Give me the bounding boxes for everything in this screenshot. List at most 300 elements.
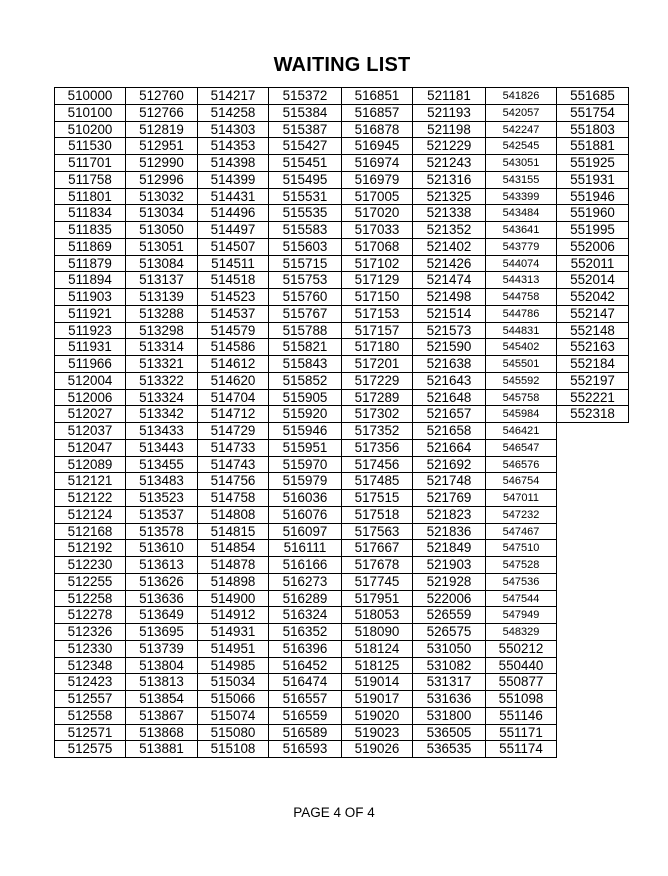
table-cell: 521638 [412,355,486,373]
table-cell: 521181 [412,87,486,105]
table-cell: 543484 [485,204,557,222]
table-cell: 515760 [268,288,342,306]
table-cell: 546576 [485,456,557,474]
table-cell: 515034 [197,673,269,691]
table-cell: 513324 [125,389,198,407]
table-cell: 547467 [485,523,557,541]
table-cell: 516945 [341,137,413,155]
table-cell: 551685 [556,87,629,105]
table-cell: 514353 [197,137,269,155]
table-column [341,87,413,758]
table-cell: 512122 [54,489,126,507]
table-cell: 513483 [125,472,198,490]
table-column [268,87,342,758]
table-cell: 516559 [268,707,342,725]
table-cell: 550877 [485,673,557,691]
table-cell: 513342 [125,405,198,423]
table-cell: 514431 [197,188,269,206]
table-cell: 552147 [556,305,629,323]
table-cell: 516878 [341,121,413,139]
table-cell: 514507 [197,238,269,256]
table-cell: 516352 [268,623,342,641]
table-cell: 521643 [412,372,486,390]
table-cell: 546547 [485,439,557,457]
table-cell: 517518 [341,506,413,524]
table-column [125,87,198,758]
table-cell: 551171 [485,724,557,742]
table-cell: 512760 [125,87,198,105]
table-cell: 517515 [341,489,413,507]
table-cell: 517153 [341,305,413,323]
table-cell: 547232 [485,506,557,524]
table-cell: 514217 [197,87,269,105]
table-cell: 516589 [268,724,342,742]
table-cell: 513626 [125,573,198,591]
table-cell: 512047 [54,439,126,457]
table-cell: 511921 [54,305,126,323]
table-cell: 517485 [341,472,413,490]
table-cell: 516593 [268,740,342,758]
table-cell: 521590 [412,338,486,356]
table-cell: 511931 [54,338,126,356]
table-cell: 512423 [54,673,126,691]
table-cell: 515583 [268,221,342,239]
table-cell: 515715 [268,255,342,273]
table-cell: 514912 [197,606,269,624]
table-cell: 526575 [412,623,486,641]
table-cell: 517180 [341,338,413,356]
table-cell: 521928 [412,573,486,591]
table-cell: 551803 [556,121,629,139]
table-cell: 548329 [485,623,557,641]
table-cell: 516111 [268,539,342,557]
table-cell: 512006 [54,389,126,407]
table-cell: 514523 [197,288,269,306]
table-cell: 516036 [268,489,342,507]
table-cell: 542057 [485,104,557,122]
table-cell: 517005 [341,188,413,206]
table-cell: 516166 [268,556,342,574]
table-cell: 550212 [485,640,557,658]
table-cell: 512192 [54,539,126,557]
table-cell: 547528 [485,556,557,574]
table-cell: 517356 [341,439,413,457]
table-cell: 512330 [54,640,126,658]
table-cell: 531317 [412,673,486,691]
table-cell: 514985 [197,657,269,675]
table-cell: 531050 [412,640,486,658]
table-cell: 521498 [412,288,486,306]
table-cell: 513455 [125,456,198,474]
table-cell: 545501 [485,355,557,373]
table-cell: 521243 [412,154,486,172]
table-cell: 543399 [485,188,557,206]
table-cell: 515427 [268,137,342,155]
table-cell: 516289 [268,590,342,608]
table-cell: 513813 [125,673,198,691]
table-cell: 517157 [341,322,413,340]
table-cell: 512168 [54,523,126,541]
table-cell: 512819 [125,121,198,139]
table-cell: 512348 [54,657,126,675]
table-cell: 512326 [54,623,126,641]
table-cell: 512255 [54,573,126,591]
page-number: PAGE 4 OF 4 [293,805,375,820]
table-cell: 513288 [125,305,198,323]
table-cell: 552148 [556,322,629,340]
table-cell: 536505 [412,724,486,742]
table-cell: 543779 [485,238,557,256]
table-cell: 512951 [125,137,198,155]
table-cell: 544074 [485,255,557,273]
table-cell: 551174 [485,740,557,758]
table-cell: 511966 [54,355,126,373]
table-cell: 514951 [197,640,269,658]
table-cell: 517289 [341,389,413,407]
table-cell: 512121 [54,472,126,490]
table-cell: 519017 [341,690,413,708]
table-cell: 545402 [485,338,557,356]
table-cell: 514511 [197,255,269,273]
table-cell: 522006 [412,590,486,608]
table-cell: 516324 [268,606,342,624]
table-cell: 514898 [197,573,269,591]
table-cell: 514712 [197,405,269,423]
table-cell: 513523 [125,489,198,507]
table-cell: 513610 [125,539,198,557]
table-cell: 521426 [412,255,486,273]
table-cell: 512258 [54,590,126,608]
table-cell: 514704 [197,389,269,407]
table-cell: 513695 [125,623,198,641]
table-cell: 515372 [268,87,342,105]
table-cell: 543155 [485,171,557,189]
table-cell: 514900 [197,590,269,608]
table-cell: 521402 [412,238,486,256]
table-cell: 547544 [485,590,557,608]
table-cell: 511894 [54,271,126,289]
table-cell: 515920 [268,405,342,423]
table-cell: 551960 [556,204,629,222]
table-cell: 552197 [556,372,629,390]
table-cell: 552014 [556,271,629,289]
table-cell: 550440 [485,657,557,675]
table-cell: 516396 [268,640,342,658]
table-cell: 517667 [341,539,413,557]
table-cell: 514729 [197,422,269,440]
table-cell: 512766 [125,104,198,122]
table-cell: 512027 [54,405,126,423]
table-cell: 545592 [485,372,557,390]
table-cell: 514854 [197,539,269,557]
table-cell: 516474 [268,673,342,691]
table-cell: 542545 [485,137,557,155]
table-cell: 513804 [125,657,198,675]
table-cell: 545984 [485,405,557,423]
table-cell: 515108 [197,740,269,758]
table-cell: 511903 [54,288,126,306]
table-cell: 512558 [54,707,126,725]
table-cell: 514399 [197,171,269,189]
table-cell: 515535 [268,204,342,222]
page-title: WAITING LIST [273,54,411,76]
table-cell: 511801 [54,188,126,206]
table-cell: 521573 [412,322,486,340]
table-cell: 521648 [412,389,486,407]
table-cell: 547536 [485,573,557,591]
table-cell: 542247 [485,121,557,139]
table-cell: 516979 [341,171,413,189]
table-cell: 517102 [341,255,413,273]
table-cell: 513050 [125,221,198,239]
table-cell: 546421 [485,422,557,440]
table-cell: 552042 [556,288,629,306]
table-cell: 514303 [197,121,269,139]
table-cell: 514398 [197,154,269,172]
table-cell: 513636 [125,590,198,608]
table-cell: 551146 [485,707,557,725]
table-cell: 517129 [341,271,413,289]
table-cell: 515767 [268,305,342,323]
table-cell: 514815 [197,523,269,541]
table-cell: 511834 [54,204,126,222]
table-cell: 536535 [412,740,486,758]
table-cell: 526559 [412,606,486,624]
table-cell: 515531 [268,188,342,206]
table-cell: 516857 [341,104,413,122]
table-cell: 513537 [125,506,198,524]
table-cell: 517302 [341,405,413,423]
table-cell: 516974 [341,154,413,172]
table-cell: 551946 [556,188,629,206]
table-cell: 513139 [125,288,198,306]
table-cell: 513321 [125,355,198,373]
table-cell: 513433 [125,422,198,440]
table-cell: 514579 [197,322,269,340]
table-cell: 513739 [125,640,198,658]
table-cell: 543051 [485,154,557,172]
table-cell: 521193 [412,104,486,122]
table-cell: 521338 [412,204,486,222]
table-cell: 513578 [125,523,198,541]
table-cell: 512230 [54,556,126,574]
table-cell: 516076 [268,506,342,524]
table-cell: 512557 [54,690,126,708]
table-cell: 514878 [197,556,269,574]
table-cell: 518125 [341,657,413,675]
table-cell: 515384 [268,104,342,122]
table-cell: 551931 [556,171,629,189]
table-cell: 531636 [412,690,486,708]
table-cell: 514733 [197,439,269,457]
table-cell: 515074 [197,707,269,725]
table-cell: 517456 [341,456,413,474]
table-cell: 512571 [54,724,126,742]
table-cell: 552011 [556,255,629,273]
table-cell: 521769 [412,489,486,507]
table-cell: 518090 [341,623,413,641]
table-cell: 544758 [485,288,557,306]
table-cell: 513443 [125,439,198,457]
table-cell: 544831 [485,322,557,340]
table-cell: 551995 [556,221,629,239]
table-cell: 519014 [341,673,413,691]
table-cell: 511701 [54,154,126,172]
table-cell: 514496 [197,204,269,222]
table-cell: 513032 [125,188,198,206]
table-cell: 521657 [412,405,486,423]
table-cell: 517229 [341,372,413,390]
table-cell: 521664 [412,439,486,457]
table-cell: 521325 [412,188,486,206]
table-cell: 519020 [341,707,413,725]
table-cell: 511879 [54,255,126,273]
table-cell: 544786 [485,305,557,323]
table-cell: 515979 [268,472,342,490]
table-cell: 546754 [485,472,557,490]
table-cell: 515495 [268,171,342,189]
table-cell: 514756 [197,472,269,490]
table-cell: 513084 [125,255,198,273]
table-cell: 521514 [412,305,486,323]
table-cell: 514497 [197,221,269,239]
table-cell: 510100 [54,104,126,122]
table-column [54,87,126,758]
table-cell: 519023 [341,724,413,742]
table-cell: 552318 [556,405,629,423]
table-cell: 512575 [54,740,126,758]
table-cell: 521748 [412,472,486,490]
table-cell: 514620 [197,372,269,390]
table-cell: 512996 [125,171,198,189]
table-cell: 511530 [54,137,126,155]
table-cell: 513322 [125,372,198,390]
table-cell: 521849 [412,539,486,557]
table-cell: 515946 [268,422,342,440]
table-cell: 521229 [412,137,486,155]
table-cell: 513034 [125,204,198,222]
table-cell: 521836 [412,523,486,541]
table-cell: 512004 [54,372,126,390]
table-cell: 552163 [556,338,629,356]
table-cell: 517033 [341,221,413,239]
table-cell: 516273 [268,573,342,591]
table-cell: 514931 [197,623,269,641]
table-cell: 515603 [268,238,342,256]
table-cell: 517951 [341,590,413,608]
table-cell: 521316 [412,171,486,189]
table-cell: 516557 [268,690,342,708]
table-cell: 521692 [412,456,486,474]
table-cell: 514518 [197,271,269,289]
table-cell: 516097 [268,523,342,541]
table-cell: 511923 [54,322,126,340]
table-cell: 541826 [485,87,557,105]
table-cell: 516851 [341,87,413,105]
table-cell: 513314 [125,338,198,356]
table-cell: 514808 [197,506,269,524]
table-cell: 517020 [341,204,413,222]
table-cell: 513137 [125,271,198,289]
table-cell: 513867 [125,707,198,725]
table-cell: 514586 [197,338,269,356]
table-cell: 514612 [197,355,269,373]
table-cell: 514258 [197,104,269,122]
table-cell: 512124 [54,506,126,524]
table-cell: 513868 [125,724,198,742]
table-cell: 552184 [556,355,629,373]
table-cell: 515970 [268,456,342,474]
table-column [197,87,269,758]
table-cell: 552221 [556,389,629,407]
table-cell: 521823 [412,506,486,524]
table-cell: 513613 [125,556,198,574]
table-cell: 517068 [341,238,413,256]
table-cell: 521474 [412,271,486,289]
table-cell: 513298 [125,322,198,340]
table-cell: 531082 [412,657,486,675]
table-cell: 512037 [54,422,126,440]
table-cell: 514743 [197,456,269,474]
table-cell: 547510 [485,539,557,557]
table-cell: 552006 [556,238,629,256]
table-cell: 514537 [197,305,269,323]
table-cell: 543641 [485,221,557,239]
table-cell: 551881 [556,137,629,155]
table-cell: 521352 [412,221,486,239]
table-cell: 515852 [268,372,342,390]
table-column [412,87,486,758]
table-cell: 517352 [341,422,413,440]
table-cell: 547949 [485,606,557,624]
table-cell: 551925 [556,154,629,172]
table-cell: 511869 [54,238,126,256]
table-cell: 513051 [125,238,198,256]
table-cell: 517150 [341,288,413,306]
table-cell: 517678 [341,556,413,574]
table-cell: 515905 [268,389,342,407]
table-cell: 551098 [485,690,557,708]
table-cell: 515753 [268,271,342,289]
table-cell: 512278 [54,606,126,624]
table-cell: 512990 [125,154,198,172]
table-column [556,87,629,423]
table-cell: 521658 [412,422,486,440]
table-cell: 518053 [341,606,413,624]
table-cell: 515788 [268,322,342,340]
table-cell: 519026 [341,740,413,758]
table-cell: 513649 [125,606,198,624]
table-cell: 515843 [268,355,342,373]
table-cell: 515821 [268,338,342,356]
table-cell: 517745 [341,573,413,591]
table-cell: 545758 [485,389,557,407]
table-cell: 511835 [54,221,126,239]
table-column [485,87,557,758]
table-cell: 515066 [197,690,269,708]
table-cell: 518124 [341,640,413,658]
table-cell: 517563 [341,523,413,541]
table-cell: 510000 [54,87,126,105]
table-cell: 544313 [485,271,557,289]
table-cell: 514758 [197,489,269,507]
table-cell: 515080 [197,724,269,742]
table-cell: 517201 [341,355,413,373]
table-cell: 515387 [268,121,342,139]
table-cell: 551754 [556,104,629,122]
table-cell: 515951 [268,439,342,457]
table-cell: 510200 [54,121,126,139]
